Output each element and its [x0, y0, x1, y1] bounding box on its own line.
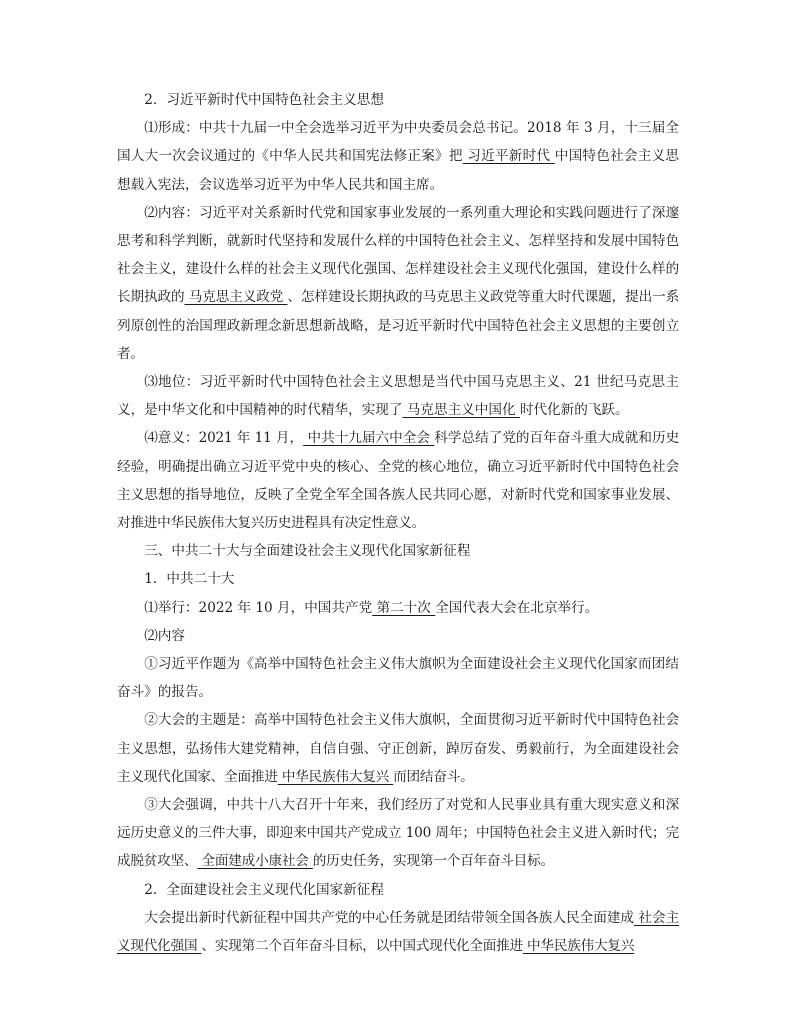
- heading-xi-thought: 2．习近平新时代中国特色社会主义思想: [144, 92, 384, 108]
- paragraph-report: ①习近平作题为《高举中国特色社会主义伟大旗帜为全面建设社会主义现代化国家而团结奋斗》的报告。: [117, 656, 679, 701]
- paragraph-status: ⑶地位：习近平新时代中国特色社会主义思想是当代中国马克思主义、21 世纪马克思主义，是中华文化和中国精神的时代精华，实现了 马克思主义中国化 时代化新的飞跃。: [117, 374, 679, 419]
- subheading-new-journey: 2．全面建设社会主义现代化国家新征程: [144, 881, 384, 898]
- answer-blank: 中华民族伟大复兴: [277, 768, 394, 785]
- paragraph-theme: ②大会的主题是：高举中国特色社会主义伟大旗帜，全面贯彻习近平新时代中国特色社会主义思想，弘扬伟大建党精神，自信自强、守正创新，踔厉奋发、勇毅前行，为全面建设社会主义现代化国家、全面推进 中华民族伟大复兴 而团结奋斗。: [117, 712, 679, 785]
- answer-blank: 第二十次: [372, 599, 436, 616]
- paragraph-formation: ⑴形成：中共十九届一中全会选举习近平为中央委员会总书记。2018 年 3 月，十三届全国人大一次会议通过的《中华人民共和国宪法修正案》把 习近平新时代 中国特色社会主义思想载入宪法，会议选举习近平为中华人民共和国主席。: [117, 120, 679, 193]
- section-heading-20th-congress: 三、中共二十大与全面建设社会主义现代化国家新征程: [144, 543, 471, 560]
- answer-blank: 习近平新时代: [462, 148, 555, 165]
- answer-blank: 全面建成小康社会: [197, 853, 313, 870]
- answer-blank: 中共十九届六中全会: [303, 430, 435, 447]
- answer-blank: 马克思主义政党: [184, 289, 288, 306]
- paragraph-central-task: 大会提出新时代新征程中国共产党的中心任务就是团结带领全国各族人民全面建成 社会主义现代化强国 、实现第二个百年奋斗目标，以中国式现代化全面推进 中华民族伟大复兴: [117, 909, 679, 955]
- answer-blank: 马克思主义中国化: [402, 402, 520, 419]
- paragraph-three-events: ③大会强调，中共十八大召开十年来，我们经历了对党和人民事业具有重大现实意义和深远历史意义的三件大事，即迎来中国共产党成立 100 周年；中国特色社会主义进入新时代；完成脱贫攻坚、 全面建成小康社会 的历史任务，实现第一个百年奋斗目标。: [117, 797, 679, 870]
- answer-blank: 中华民族伟大复兴: [522, 938, 635, 955]
- document-body: [117, 86, 679, 960]
- answer-blank: 社会主义现代化强国: [117, 909, 679, 955]
- paragraph-significance: ⑷意义：2021 年 11 月， 中共十九届六中全会 科学总结了党的百年奋斗重大成就和历史经验，明确提出确立习近平党中央的核心、全党的核心地位，确立习近平新时代中国特色社会主义思想的指导地位，反映了全党全军全国各族人民共同心愿，对新时代党和国家事业发展、对推进中华民族伟大复兴历史进程具有决定性意义。: [117, 430, 679, 532]
- paragraph-held: ⑴举行：2022 年 10 月，中国共产党 第二十次 全国代表大会在北京举行。: [144, 599, 599, 616]
- subheading-congress-content: ⑵内容: [144, 627, 185, 644]
- subheading-20th-congress: 1．中共二十大: [144, 571, 235, 588]
- paragraph-content: ⑵内容：习近平对关系新时代党和国家事业发展的一系列重大理论和实践问题进行了深邃思考和科学判断，就新时代坚持和发展什么样的中国特色社会主义、怎样坚持和发展中国特色社会主义，建设什么样的社会主义现代化强国、怎样建设社会主义现代化强国，建设什么样的长期执政的 马克思主义政党 、怎样建设长期执政的马克思主义政党等重大时代课题，提出一系列原创性的治国理政新理念新思想新战略，是习近平新时代中国特色社会主义思想的主要创立者。: [117, 204, 680, 362]
